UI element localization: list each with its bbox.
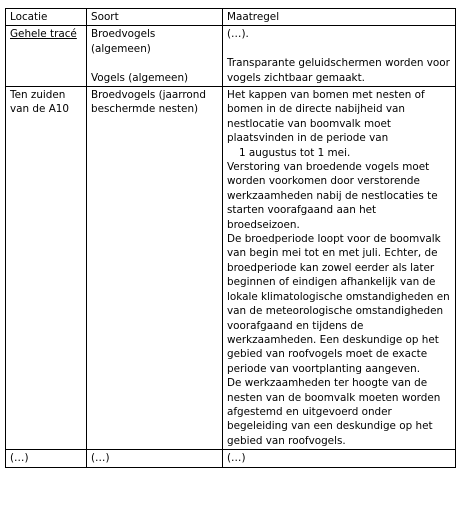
maatregel-broedperiode: De broedperiode loopt voor de boomvalk van begin mei tot en met juli. Echter, de broedperiode kan zowel eerder als later beginnen of eindigen afhankelijk van de lokale klimatologische omstandigheden en van de meteorologische omstandigheden voorafgaand en tijdens de werkzaamheden. Een deskundige op het gebied van roofvogels moet de exacte periode van voortplanting aangeven.: [227, 233, 450, 375]
soort-broedvogels-algemeen: Broedvogels (algemeen): [91, 28, 156, 55]
maatregel-werkzaamheden: De werkzaamheden ter hoogte van de nesten van de boomvalk moeten worden afgestemd en uitgevoerd onder begeleiding van een deskundige op het gebied van roofvogels.: [227, 377, 441, 447]
cell-soort: (…): [87, 450, 223, 467]
maatregel-verstoring: Verstoring van broedende vogels moet worden voorkomen door verstorende werkzaamheden nabij de nestlocaties te starten voorafgaand aan het broedseizoen.: [227, 161, 438, 231]
locatie-gehele-trace: Gehele tracé: [10, 28, 77, 41]
table-header-row: [6, 9, 456, 26]
header-soort: Soort: [87, 9, 223, 26]
cell-soort: [87, 26, 223, 87]
maatregel-ellipsis: (…).: [227, 28, 249, 41]
table-row: [6, 26, 456, 87]
header-maatregel: Maatregel: [223, 9, 456, 26]
cell-soort: Broedvogels (jaarrond beschermde nesten): [87, 87, 223, 450]
cell-maatregel: (…): [223, 450, 456, 467]
maatregel-geluidschermen: Transparante geluidschermen worden voor vogels zichtbaar gemaakt.: [227, 57, 450, 84]
cell-maatregel: [223, 26, 456, 87]
cell-locatie: [6, 26, 87, 87]
maatregel-periode: 1 augustus tot 1 mei.: [239, 146, 351, 159]
header-locatie: Locatie: [6, 9, 87, 26]
table-row: [6, 87, 456, 450]
cell-locatie: Ten zuiden van de A10: [6, 87, 87, 450]
maatregel-kappen-bomen: Het kappen van bomen met nesten of bomen in de directe nabijheid van nestlocatie van boomvalk moet plaatsvinden in de periode van: [227, 89, 425, 145]
soort-vogels-algemeen: Vogels (algemeen): [91, 71, 189, 84]
table-row: [6, 450, 456, 467]
maatregelen-table: [5, 8, 456, 468]
cell-locatie: (…): [6, 450, 87, 467]
cell-maatregel: [223, 87, 456, 450]
